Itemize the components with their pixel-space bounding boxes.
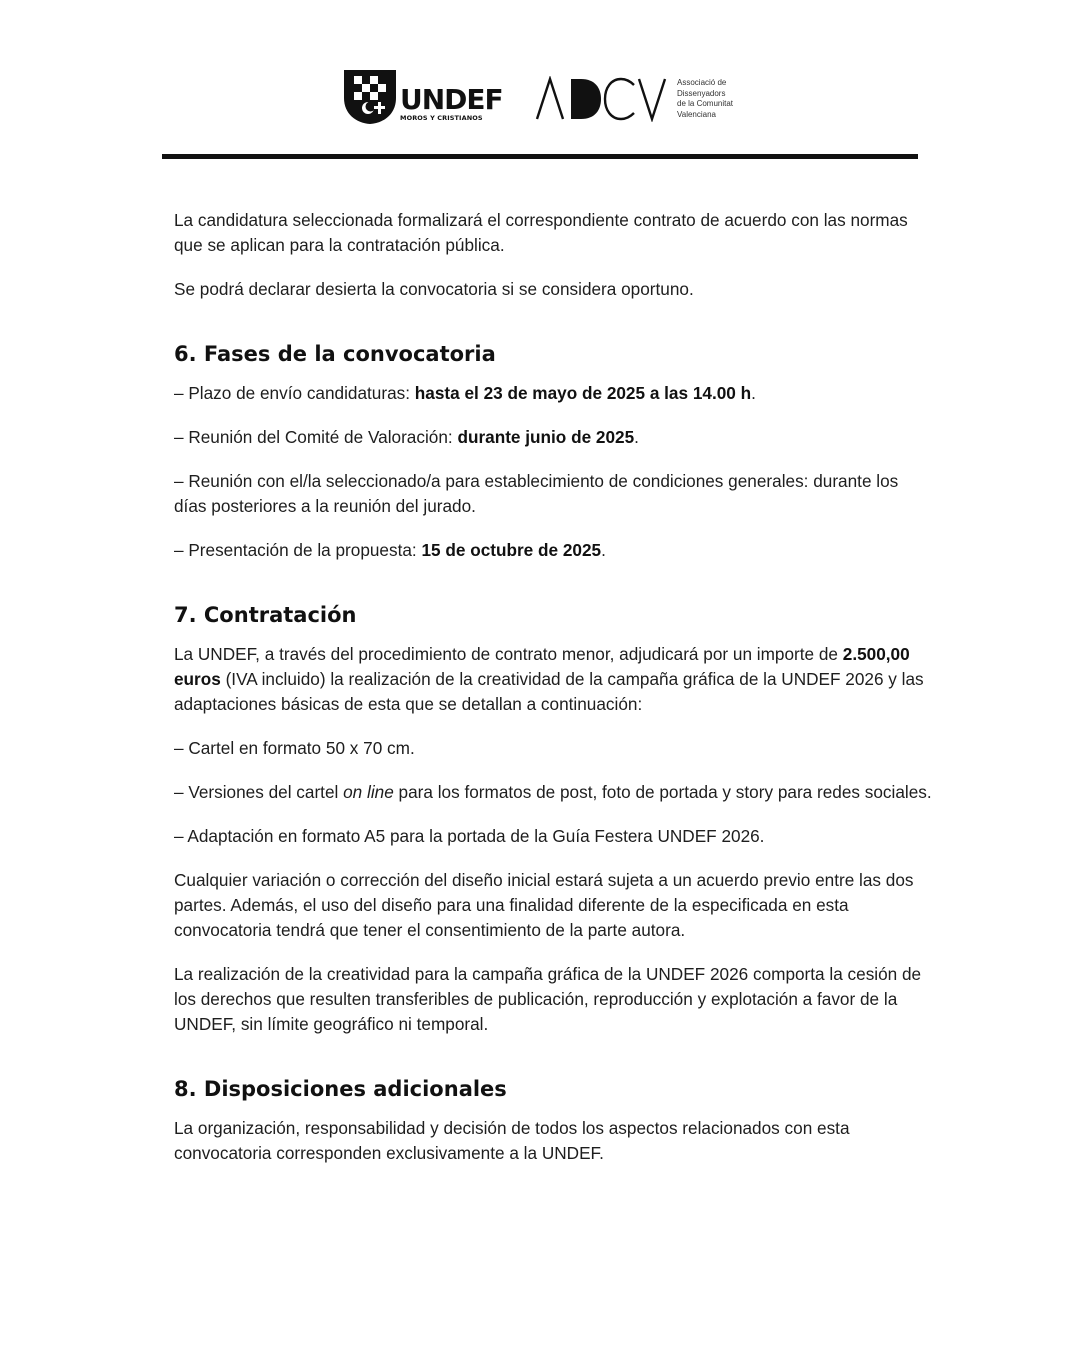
- adcv-description: [677, 78, 733, 120]
- phase-item: – Reunión del Comité de Valoración: durante junio de 2025.: [174, 427, 639, 447]
- adcv-desc-line: Associació de: [677, 78, 727, 87]
- adcv-desc-line: Valenciana: [677, 109, 716, 119]
- document-body: [174, 208, 934, 1185]
- header-divider: [162, 154, 918, 159]
- undef-subtitle: MOROS Y CRISTIANOS: [400, 114, 483, 122]
- phase-item: – Plazo de envío candidaturas: hasta el 23 de mayo de 2025 a las 14.00 h.: [174, 383, 756, 403]
- contract-paragraph: La realización de la creatividad para la campaña gráfica de la UNDEF 2026 comporta la cesión de los derechos que resulten transferibles de publicación, reproducción y explotación a favor de la UNDEF, sin límite geográfico ni temporal.: [174, 964, 922, 1034]
- adcv-logo: [535, 76, 733, 122]
- page-header: [0, 0, 1080, 160]
- phase-item: – Presentación de la propuesta: 15 de octubre de 2025.: [174, 540, 606, 560]
- deliverable-item: – Adaptación en formato A5 para la portada de la Guía Festera UNDEF 2026.: [174, 826, 765, 846]
- section-heading: 7. Contratación: [174, 603, 357, 627]
- undef-logo: [342, 68, 503, 126]
- undef-name: UNDEF: [400, 83, 503, 116]
- phase-item: – Reunión con el/la seleccionado/a para establecimiento de condiciones generales: durante los días posteriores a la reunión del jurado.: [174, 471, 899, 516]
- contract-paragraph: La UNDEF, a través del procedimiento de contrato menor, adjudicará por un importe de 2.500,00 euros (IVA incluido) la realización de la creatividad de la campaña gráfica de la UNDEF 2026 y las adaptaciones básicas de esta que se detallan a continuación:: [174, 644, 924, 714]
- additional-paragraph: La organización, responsabilidad y decisión de todos los aspectos relacionados con esta convocatoria corresponden exclusivamente a la UNDEF.: [174, 1118, 850, 1163]
- section-heading: 8. Disposiciones adicionales: [174, 1077, 507, 1101]
- adcv-logo-mark: [535, 76, 669, 122]
- undef-shield-icon: [342, 68, 398, 126]
- adcv-desc-line: Dissenyadors: [677, 88, 726, 98]
- intro-paragraph: La candidatura seleccionada formalizará el correspondiente contrato de acuerdo con las normas que se aplican para la contratación pública.: [174, 210, 908, 255]
- deliverable-item: – Cartel en formato 50 x 70 cm.: [174, 738, 415, 758]
- intro-paragraph: Se podrá declarar desierta la convocatoria si se considera oportuno.: [174, 279, 694, 299]
- contract-paragraph: Cualquier variación o corrección del diseño inicial estará sujeta a un acuerdo previo entre las dos partes. Además, el uso del diseño para una finalidad diferente de la especificada en esta convocatoria tendrá que tener el consentimiento de la parte autora.: [174, 870, 914, 940]
- undef-wordmark: [400, 83, 503, 122]
- deliverable-item: – Versiones del cartel on line para los formatos de post, foto de portada y story para redes sociales.: [174, 782, 932, 802]
- adcv-desc-line: de la Comunitat: [677, 99, 734, 108]
- section-heading: 6. Fases de la convocatoria: [174, 342, 496, 366]
